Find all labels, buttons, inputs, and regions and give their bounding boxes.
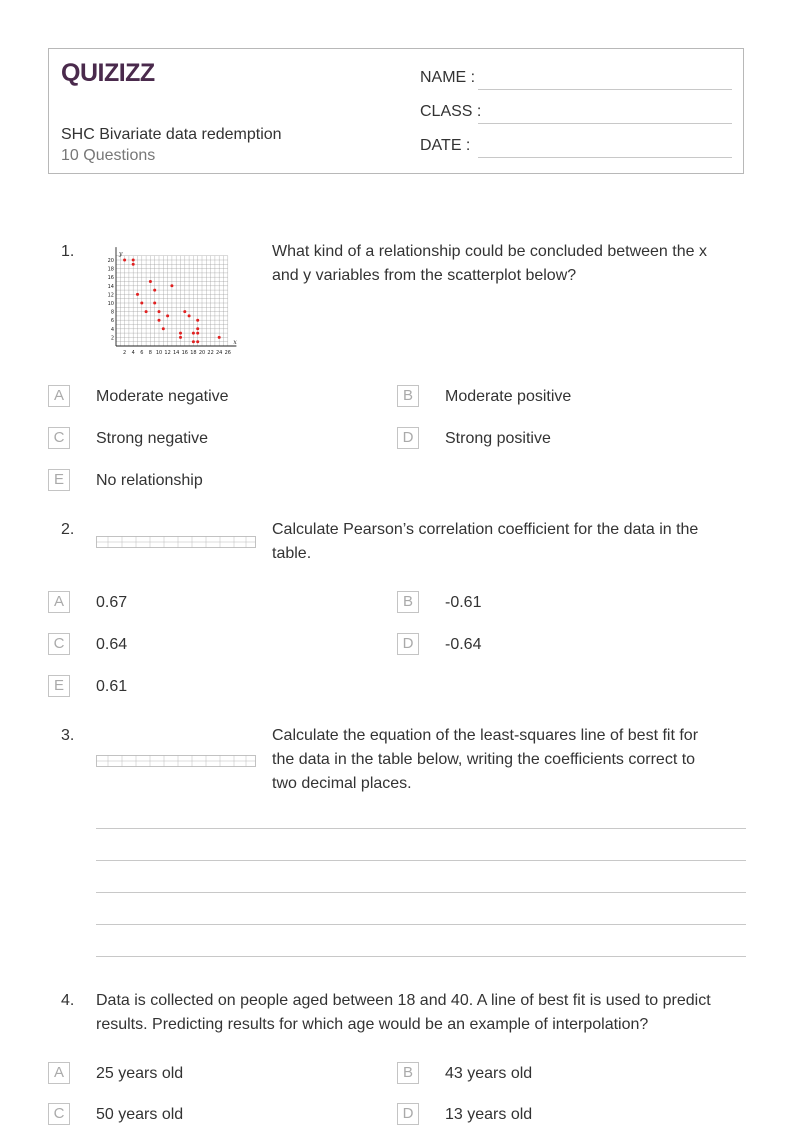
scatter-point bbox=[196, 327, 199, 330]
option-box-1a[interactable]: A bbox=[48, 385, 70, 407]
question-3-line-1: Calculate the equation of the least-squares line of best fit for bbox=[272, 727, 699, 744]
option-text-1a: Moderate negative bbox=[96, 388, 229, 405]
x-tick-label: 4 bbox=[131, 350, 135, 356]
scatter-point bbox=[192, 332, 195, 335]
option-box-4d[interactable]: D bbox=[397, 1103, 419, 1125]
question-3-line-2: the data in the table below, writing the coefficients correct to bbox=[272, 751, 696, 768]
y-tick-label: 2 bbox=[110, 335, 114, 342]
option-text-1c: Strong negative bbox=[96, 430, 209, 447]
question-4-text bbox=[96, 989, 711, 1037]
option-text-4d: 13 years old bbox=[445, 1106, 533, 1123]
y-tick-label: 8 bbox=[110, 309, 114, 316]
option-text-2e: 0.61 bbox=[96, 678, 128, 695]
scatter-point bbox=[166, 314, 169, 317]
option-text-1e: No relationship bbox=[96, 472, 203, 489]
scatter-point bbox=[196, 340, 199, 343]
data-table-image-2 bbox=[96, 536, 256, 548]
question-1-line-1: What kind of a relationship could be concluded between the x bbox=[272, 243, 707, 260]
x-tick-label: 12 bbox=[164, 350, 171, 356]
x-tick-label: 22 bbox=[207, 350, 214, 356]
x-tick-label: 8 bbox=[148, 350, 152, 356]
option-box-1d[interactable]: D bbox=[397, 427, 419, 449]
scatter-point bbox=[162, 327, 165, 330]
question-3-text bbox=[272, 724, 698, 796]
date-line[interactable] bbox=[478, 157, 732, 158]
option-text-2d: -0.64 bbox=[445, 636, 482, 653]
option-box-4a[interactable]: A bbox=[48, 1062, 70, 1084]
option-box-1e[interactable]: E bbox=[48, 469, 70, 491]
option-text-2b: -0.61 bbox=[445, 594, 482, 611]
question-1-line-2: and y variables from the scatterplot below? bbox=[272, 267, 577, 284]
y-tick-label: 6 bbox=[110, 318, 114, 325]
x-tick-label: 26 bbox=[224, 350, 231, 356]
scatter-point bbox=[179, 336, 182, 339]
option-box-4b[interactable]: B bbox=[397, 1062, 419, 1084]
option-text-1b: Moderate positive bbox=[445, 388, 572, 405]
y-axis-label: y bbox=[119, 250, 123, 258]
scatter-point bbox=[123, 259, 126, 262]
class-line[interactable] bbox=[478, 123, 732, 124]
option-box-1b[interactable]: B bbox=[397, 385, 419, 407]
name-label: NAME : bbox=[420, 69, 476, 86]
scatter-point bbox=[132, 259, 135, 262]
scatter-point bbox=[179, 332, 182, 335]
x-tick-label: 6 bbox=[140, 350, 144, 356]
question-4-line-2: results. Predicting results for which age would be an example of interpolation? bbox=[96, 1016, 649, 1033]
question-2-number: 2. bbox=[61, 521, 75, 538]
scatter-point bbox=[153, 289, 156, 292]
y-tick-label: 14 bbox=[107, 283, 114, 290]
option-box-2c[interactable]: C bbox=[48, 633, 70, 655]
option-box-2b[interactable]: B bbox=[397, 591, 419, 613]
option-text-4b: 43 years old bbox=[445, 1065, 533, 1082]
y-tick-label: 18 bbox=[107, 266, 114, 273]
scatter-point bbox=[132, 263, 135, 266]
x-tick-label: 16 bbox=[181, 350, 188, 356]
x-tick-label: 14 bbox=[173, 350, 180, 356]
question-3-line-3: two decimal places. bbox=[272, 775, 412, 792]
x-tick-label: 2 bbox=[123, 350, 127, 356]
question-1-text bbox=[272, 240, 707, 288]
answer-line[interactable] bbox=[96, 956, 746, 957]
scatter-point bbox=[183, 310, 186, 313]
question-count: 10 Questions bbox=[61, 147, 156, 164]
option-text-2a: 0.67 bbox=[96, 594, 128, 611]
scatter-point bbox=[158, 310, 161, 313]
question-4-number: 4. bbox=[61, 992, 75, 1009]
question-2-line-1: Calculate Pearson’s correlation coefficient for the data in the bbox=[272, 521, 699, 538]
option-text-1d: Strong positive bbox=[445, 430, 551, 447]
x-tick-label: 18 bbox=[190, 350, 197, 356]
question-3-number: 3. bbox=[61, 727, 75, 744]
scatterplot-image bbox=[96, 243, 248, 363]
question-2-text bbox=[272, 518, 698, 566]
name-line[interactable] bbox=[478, 89, 732, 90]
worksheet-title: SHC Bivariate data redemption bbox=[61, 126, 282, 143]
scatter-point bbox=[158, 319, 161, 322]
scatter-point bbox=[196, 319, 199, 322]
scatter-point bbox=[140, 302, 143, 305]
question-4-line-1: Data is collected on people aged between 18 and 40. A line of best fit is used to predict bbox=[96, 992, 711, 1009]
option-box-2a[interactable]: A bbox=[48, 591, 70, 613]
scatter-point bbox=[149, 280, 152, 283]
question-2-line-2: table. bbox=[272, 545, 312, 562]
worksheet-header bbox=[48, 48, 744, 174]
option-text-2c: 0.64 bbox=[96, 636, 128, 653]
class-label: CLASS : bbox=[420, 103, 482, 120]
scatter-point bbox=[218, 336, 221, 339]
answer-line[interactable] bbox=[96, 860, 746, 861]
x-tick-label: 20 bbox=[198, 350, 206, 356]
option-box-4c[interactable]: C bbox=[48, 1103, 70, 1125]
date-label: DATE : bbox=[420, 137, 471, 154]
answer-line[interactable] bbox=[96, 892, 746, 893]
scatter-point bbox=[196, 332, 199, 335]
x-axis-label: x bbox=[233, 339, 237, 346]
data-table-image-3 bbox=[96, 755, 256, 767]
y-tick-label: 10 bbox=[107, 301, 114, 307]
y-tick-label: 4 bbox=[110, 326, 114, 333]
scatter-point bbox=[153, 302, 156, 305]
scatter-point bbox=[188, 314, 191, 317]
scatter-point bbox=[145, 310, 148, 313]
option-box-1c[interactable]: C bbox=[48, 427, 70, 449]
option-box-2e[interactable]: E bbox=[48, 675, 70, 697]
option-text-4c: 50 years old bbox=[96, 1106, 184, 1123]
answer-line[interactable] bbox=[96, 924, 746, 925]
scatter-point bbox=[192, 340, 195, 343]
scatter-point bbox=[136, 293, 139, 296]
quizizz-logo: QUIZIZZ bbox=[61, 59, 155, 87]
y-tick-label: 20 bbox=[107, 258, 114, 264]
question-1-number: 1. bbox=[61, 243, 75, 260]
y-tick-label: 12 bbox=[107, 292, 114, 299]
option-text-4a: 25 years old bbox=[96, 1065, 184, 1082]
scatter-point bbox=[170, 284, 173, 287]
x-tick-label: 10 bbox=[155, 350, 163, 356]
answer-line[interactable] bbox=[96, 828, 746, 829]
option-box-2d[interactable]: D bbox=[397, 633, 419, 655]
y-tick-label: 16 bbox=[107, 275, 114, 282]
x-tick-label: 24 bbox=[216, 350, 223, 356]
